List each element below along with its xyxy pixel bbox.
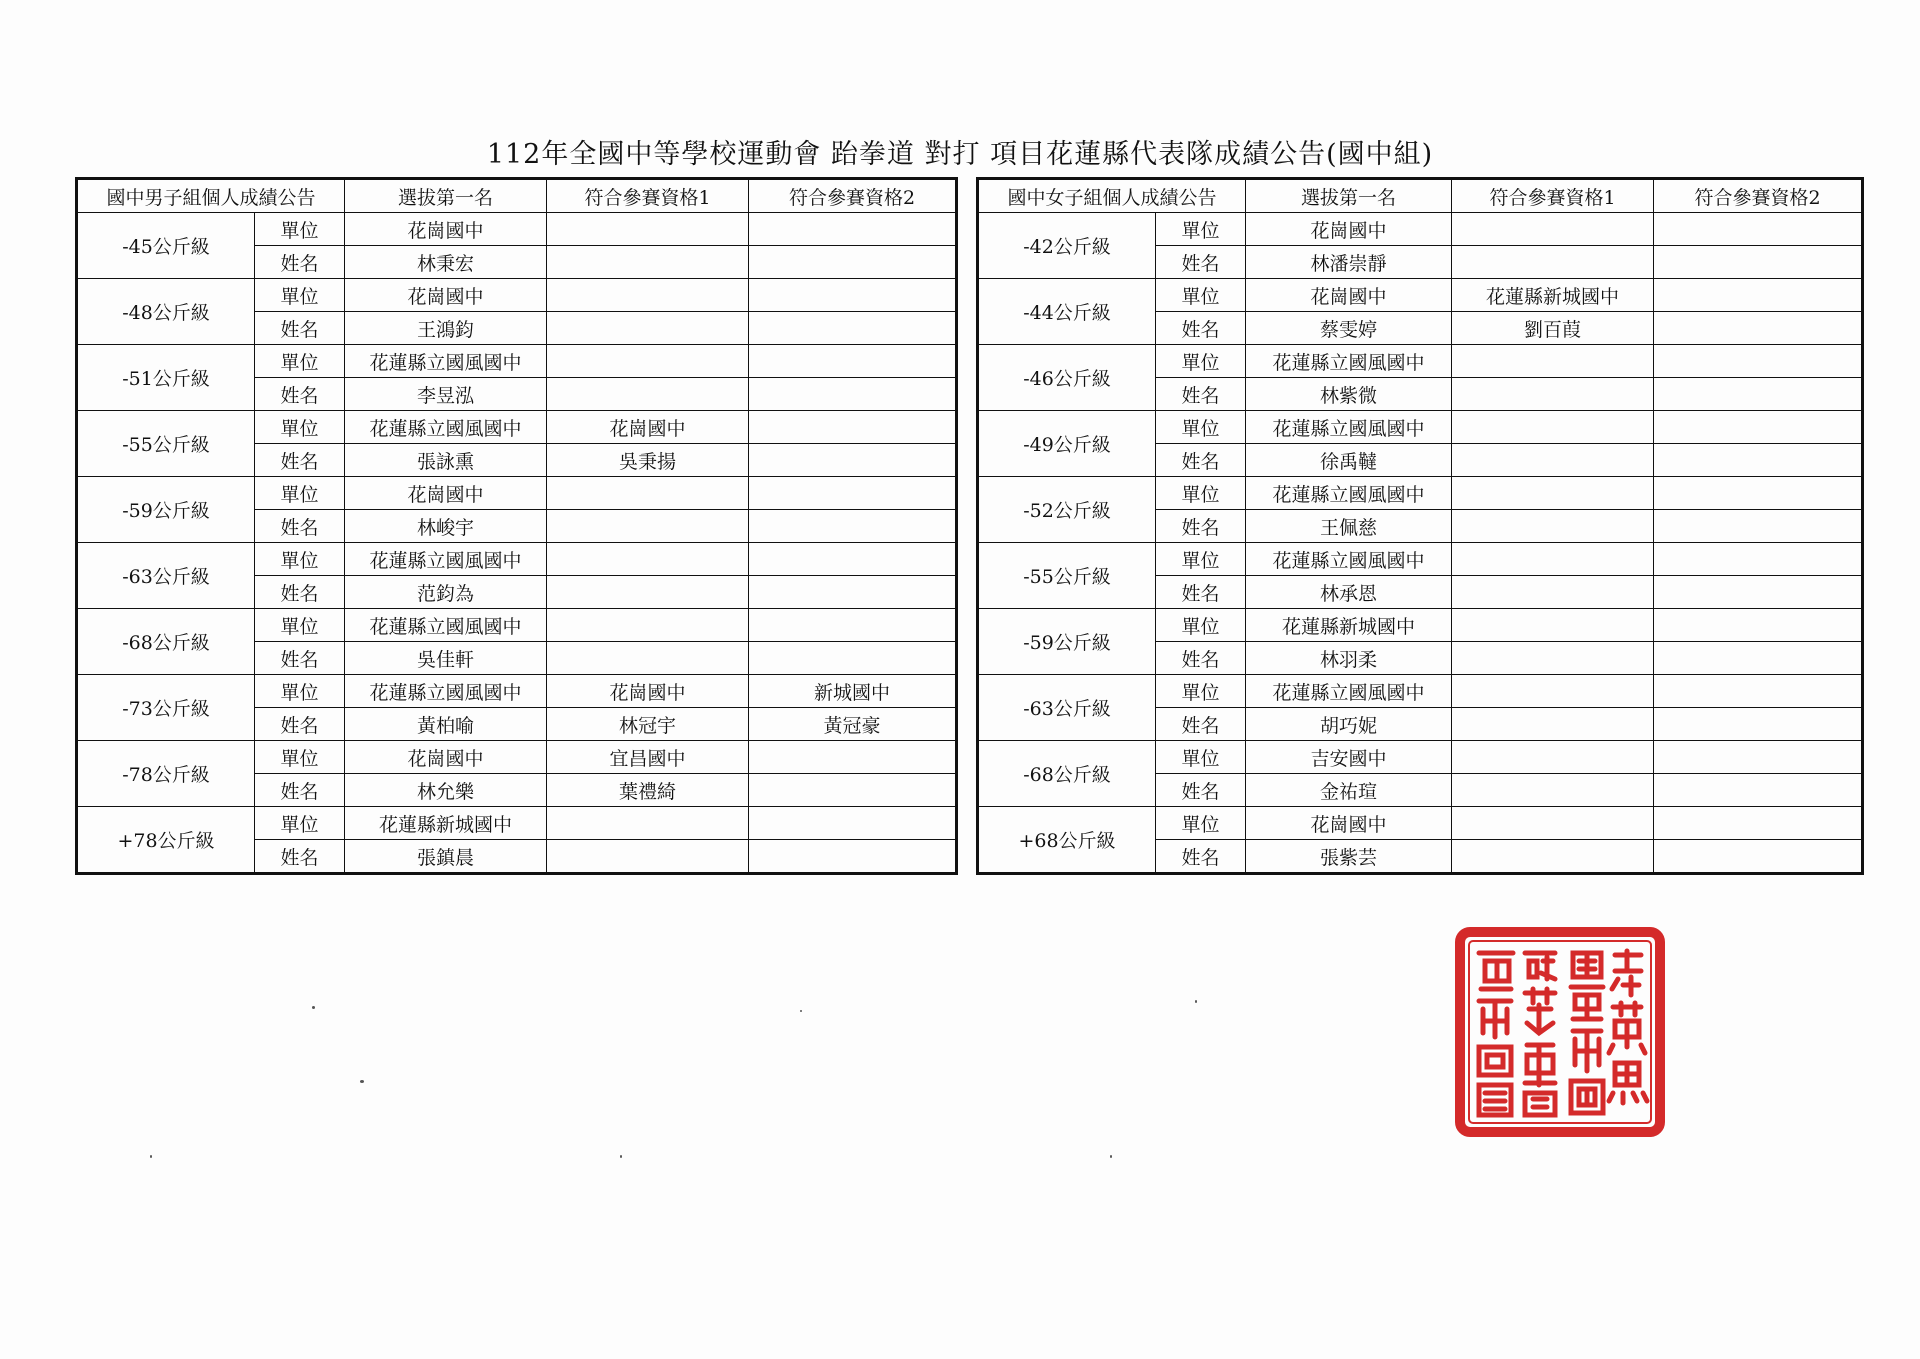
weight-class-cell: -49公斤級 [978,411,1156,477]
school-cell [547,543,749,576]
weight-class-cell: -63公斤級 [77,543,255,609]
school-cell [1654,345,1863,378]
school-cell: 花崗國中 [345,279,547,312]
school-cell [749,807,957,840]
school-cell [547,477,749,510]
school-cell [547,807,749,840]
scan-speck [800,1010,802,1012]
weight-class-cell: -52公斤級 [978,477,1156,543]
unit-label-cell: 單位 [255,411,345,444]
athlete-name-cell [547,378,749,411]
weight-class-cell: -68公斤級 [77,609,255,675]
table-row [77,213,957,246]
weight-class-cell: -78公斤級 [77,741,255,807]
weight-class-cell: -55公斤級 [77,411,255,477]
scan-speck [360,1080,364,1083]
table-row [77,609,957,642]
athlete-name-cell: 林紫微 [1246,378,1452,411]
athlete-name-cell [1452,642,1654,675]
athlete-name-cell: 吳秉揚 [547,444,749,477]
weight-class-cell: -48公斤級 [77,279,255,345]
athlete-name-cell: 張鎮晨 [345,840,547,874]
unit-label-cell: 單位 [255,213,345,246]
weight-class-cell: -63公斤級 [978,675,1156,741]
athlete-name-cell [749,840,957,874]
school-cell [1654,279,1863,312]
unit-label-cell: 單位 [255,609,345,642]
table-row [77,741,957,774]
girls-results-table [976,177,1864,875]
unit-label-cell: 單位 [1156,345,1246,378]
page-title: 112年全國中等學校運動會 跆拳道 對打 項目花蓮縣代表隊成績公告(國中組) [486,139,1434,170]
table-row [978,279,1863,312]
weight-class-cell: -59公斤級 [77,477,255,543]
athlete-name-cell: 林峻宇 [345,510,547,543]
scan-speck [312,1006,315,1009]
unit-label-cell: 單位 [1156,411,1246,444]
school-cell [749,411,957,444]
name-label-cell: 姓名 [1156,642,1246,675]
athlete-name-cell: 徐禹韃 [1246,444,1452,477]
school-cell [749,609,957,642]
school-cell: 花蓮縣立國風國中 [1246,477,1452,510]
unit-label-cell: 單位 [255,741,345,774]
unit-label-cell: 單位 [1156,213,1246,246]
school-cell: 花崗國中 [345,213,547,246]
name-label-cell: 姓名 [255,708,345,741]
athlete-name-cell: 劉百葭 [1452,312,1654,345]
header-first-place: 選拔第一名 [345,179,547,213]
name-label-cell: 姓名 [1156,774,1246,807]
school-cell [547,609,749,642]
athlete-name-cell [1452,510,1654,543]
header-qualified-1: 符合參賽資格1 [547,179,749,213]
unit-label-cell: 單位 [1156,741,1246,774]
unit-label-cell: 單位 [1156,609,1246,642]
school-cell [1654,477,1863,510]
name-label-cell: 姓名 [1156,840,1246,874]
header-qualified-1: 符合參賽資格1 [1452,179,1654,213]
athlete-name-cell: 張詠熏 [345,444,547,477]
school-cell [749,741,957,774]
table-row [77,345,957,378]
school-cell [1452,807,1654,840]
header-group-title: 國中男子組個人成績公告 [77,179,345,213]
unit-label-cell: 單位 [1156,807,1246,840]
unit-label-cell: 單位 [1156,477,1246,510]
table-row [77,807,957,840]
name-label-cell: 姓名 [255,510,345,543]
school-cell [749,279,957,312]
school-cell [1452,213,1654,246]
table-row [77,411,957,444]
name-label-cell: 姓名 [1156,312,1246,345]
table-row [978,741,1863,774]
school-cell: 花崗國中 [1246,279,1452,312]
name-label-cell: 姓名 [255,246,345,279]
school-cell [1452,477,1654,510]
name-label-cell: 姓名 [1156,246,1246,279]
athlete-name-cell [1654,576,1863,609]
school-cell: 花蓮縣立國風國中 [345,345,547,378]
weight-class-cell: -45公斤級 [77,213,255,279]
athlete-name-cell: 李昱泓 [345,378,547,411]
unit-label-cell: 單位 [255,807,345,840]
scan-speck [1110,1155,1112,1158]
weight-class-cell: -51公斤級 [77,345,255,411]
athlete-name-cell [547,576,749,609]
school-cell [1654,675,1863,708]
athlete-name-cell: 吳佳軒 [345,642,547,675]
weight-class-cell: +78公斤級 [77,807,255,874]
athlete-name-cell: 林承恩 [1246,576,1452,609]
table-row [77,675,957,708]
school-cell: 花崗國中 [547,675,749,708]
athlete-name-cell [1452,576,1654,609]
school-cell [1452,411,1654,444]
unit-label-cell: 單位 [1156,675,1246,708]
school-cell [749,477,957,510]
school-cell [749,213,957,246]
athlete-name-cell [749,312,957,345]
unit-label-cell: 單位 [1156,279,1246,312]
school-cell [1452,345,1654,378]
school-cell: 花蓮縣立國風國中 [345,609,547,642]
name-label-cell: 姓名 [1156,444,1246,477]
athlete-name-cell [547,840,749,874]
unit-label-cell: 單位 [255,543,345,576]
name-label-cell: 姓名 [1156,510,1246,543]
school-cell: 新城國中 [749,675,957,708]
name-label-cell: 姓名 [1156,576,1246,609]
header-qualified-2: 符合參賽資格2 [1654,179,1863,213]
red-square-seal-icon [1455,927,1665,1137]
table-header-row [77,179,957,213]
weight-class-cell: +68公斤級 [978,807,1156,874]
school-cell: 花崗國中 [345,477,547,510]
athlete-name-cell: 林冠宇 [547,708,749,741]
name-label-cell: 姓名 [255,576,345,609]
school-cell: 花蓮縣立國風國中 [1246,411,1452,444]
school-cell [1654,609,1863,642]
school-cell: 花蓮縣新城國中 [1452,279,1654,312]
weight-class-cell: -44公斤級 [978,279,1156,345]
table-row [978,807,1863,840]
header-qualified-2: 符合參賽資格2 [749,179,957,213]
name-label-cell: 姓名 [1156,378,1246,411]
athlete-name-cell [1654,312,1863,345]
athlete-name-cell [1654,840,1863,874]
school-cell: 花蓮縣立國風國中 [345,675,547,708]
athlete-name-cell: 蔡雯婷 [1246,312,1452,345]
table-row [978,675,1863,708]
name-label-cell: 姓名 [255,378,345,411]
athlete-name-cell [749,642,957,675]
athlete-name-cell [749,774,957,807]
athlete-name-cell [1654,444,1863,477]
athlete-name-cell [1452,840,1654,874]
weight-class-cell: -46公斤級 [978,345,1156,411]
athlete-name-cell [547,510,749,543]
athlete-name-cell [1452,444,1654,477]
school-cell: 宜昌國中 [547,741,749,774]
athlete-name-cell: 張紫芸 [1246,840,1452,874]
athlete-name-cell [547,312,749,345]
unit-label-cell: 單位 [255,675,345,708]
unit-label-cell: 單位 [255,279,345,312]
school-cell [547,345,749,378]
school-cell: 花崗國中 [1246,213,1452,246]
athlete-name-cell: 王鴻鈞 [345,312,547,345]
school-cell [1452,675,1654,708]
school-cell [1452,543,1654,576]
athlete-name-cell: 王佩慈 [1246,510,1452,543]
scan-speck [150,1155,152,1158]
table-row [978,543,1863,576]
table-row [978,345,1863,378]
header-first-place: 選拔第一名 [1246,179,1452,213]
athlete-name-cell: 林羽柔 [1246,642,1452,675]
athlete-name-cell: 葉禮綺 [547,774,749,807]
weight-class-cell: -55公斤級 [978,543,1156,609]
athlete-name-cell [749,576,957,609]
weight-class-cell: -42公斤級 [978,213,1156,279]
athlete-name-cell [749,378,957,411]
school-cell [547,279,749,312]
school-cell: 花蓮縣立國風國中 [1246,675,1452,708]
athlete-name-cell [1452,774,1654,807]
athlete-name-cell [1654,774,1863,807]
name-label-cell: 姓名 [255,840,345,874]
table-row [77,279,957,312]
athlete-name-cell [1654,708,1863,741]
school-cell [1452,609,1654,642]
athlete-name-cell: 林潘崇靜 [1246,246,1452,279]
school-cell [1654,411,1863,444]
athlete-name-cell [1654,510,1863,543]
table-row [978,213,1863,246]
boys-results-table [75,177,958,875]
table-row [978,477,1863,510]
name-label-cell: 姓名 [255,642,345,675]
school-cell [1654,807,1863,840]
athlete-name-cell [1654,246,1863,279]
school-cell: 花蓮縣立國風國中 [345,411,547,444]
name-label-cell: 姓名 [1156,708,1246,741]
weight-class-cell: -59公斤級 [978,609,1156,675]
athlete-name-cell: 林秉宏 [345,246,547,279]
school-cell [749,345,957,378]
name-label-cell: 姓名 [255,774,345,807]
weight-class-cell: -68公斤級 [978,741,1156,807]
athlete-name-cell [749,246,957,279]
athlete-name-cell [749,444,957,477]
school-cell [1654,543,1863,576]
school-cell: 花蓮縣立國風國中 [345,543,547,576]
athlete-name-cell: 林允樂 [345,774,547,807]
school-cell [749,543,957,576]
table-row [77,543,957,576]
school-cell: 花蓮縣立國風國中 [1246,345,1452,378]
weight-class-cell: -73公斤級 [77,675,255,741]
school-cell [1654,213,1863,246]
school-cell: 花蓮縣立國風國中 [1246,543,1452,576]
athlete-name-cell [1452,246,1654,279]
athlete-name-cell [749,510,957,543]
athlete-name-cell: 胡巧妮 [1246,708,1452,741]
school-cell [1452,741,1654,774]
athlete-name-cell: 金祐瑄 [1246,774,1452,807]
school-cell: 花崗國中 [345,741,547,774]
table-header-row [978,179,1863,213]
athlete-name-cell [1654,378,1863,411]
athlete-name-cell: 黃冠豪 [749,708,957,741]
athlete-name-cell [547,246,749,279]
unit-label-cell: 單位 [1156,543,1246,576]
athlete-name-cell [1452,708,1654,741]
scan-speck [1195,1000,1197,1003]
athlete-name-cell [1452,378,1654,411]
school-cell: 花蓮縣新城國中 [1246,609,1452,642]
athlete-name-cell [1654,642,1863,675]
school-cell [547,213,749,246]
table-row [77,477,957,510]
athlete-name-cell: 范鈞為 [345,576,547,609]
athlete-name-cell: 黃柏喻 [345,708,547,741]
athlete-name-cell [547,642,749,675]
table-row [978,609,1863,642]
school-cell: 花蓮縣新城國中 [345,807,547,840]
name-label-cell: 姓名 [255,312,345,345]
name-label-cell: 姓名 [255,444,345,477]
table-row [978,411,1863,444]
school-cell: 吉安國中 [1246,741,1452,774]
unit-label-cell: 單位 [255,345,345,378]
school-cell: 花崗國中 [547,411,749,444]
school-cell: 花崗國中 [1246,807,1452,840]
header-group-title: 國中女子組個人成績公告 [978,179,1246,213]
school-cell [1654,741,1863,774]
unit-label-cell: 單位 [255,477,345,510]
scan-speck [620,1155,622,1158]
